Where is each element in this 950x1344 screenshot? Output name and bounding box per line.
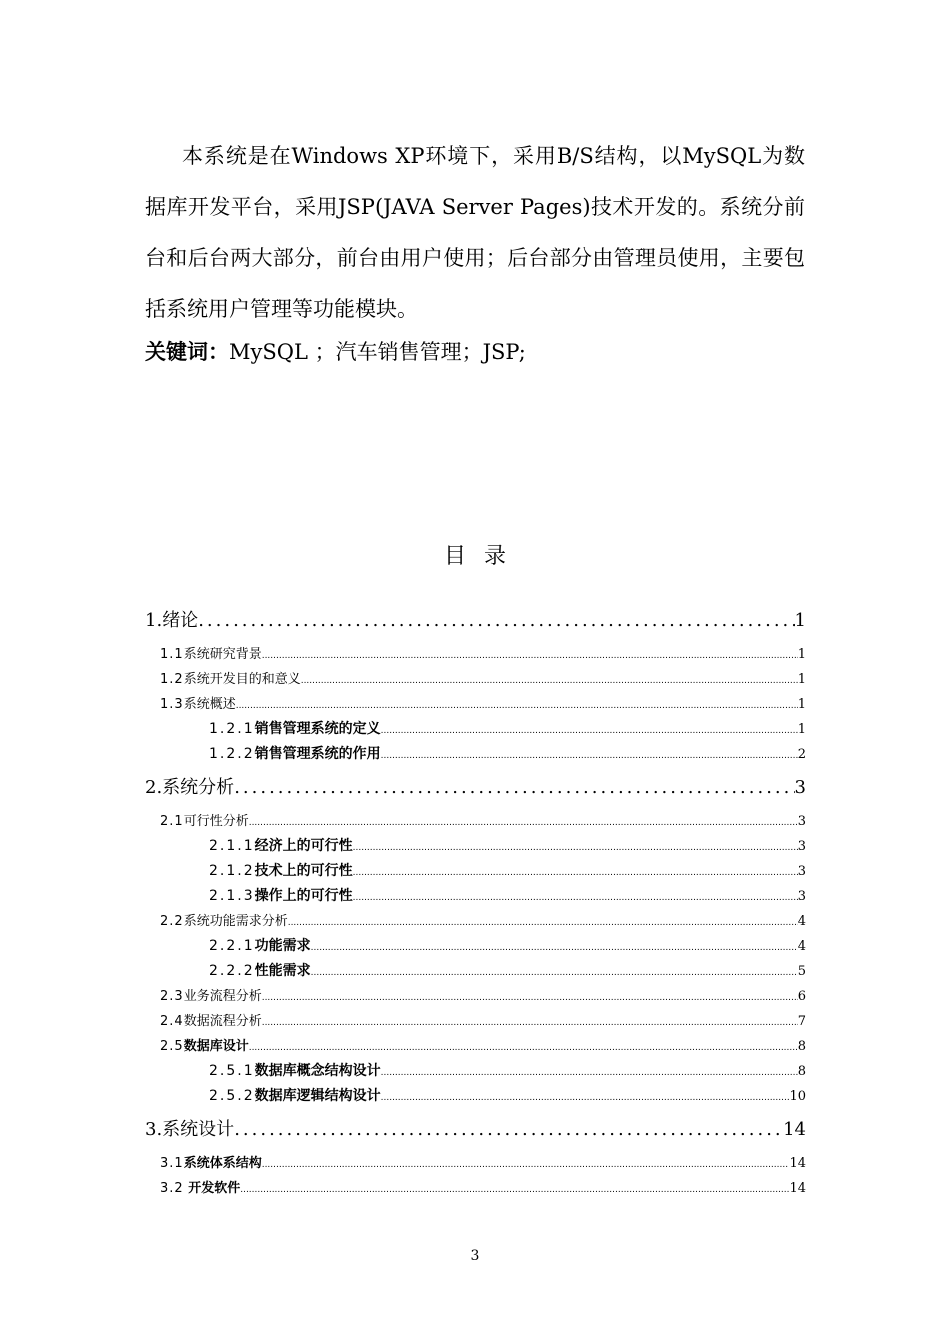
dot-leader bbox=[381, 719, 798, 742]
toc-page-number: 2 bbox=[797, 747, 806, 762]
keywords-label: 关键词： bbox=[145, 340, 229, 364]
dot-leader bbox=[234, 1109, 783, 1151]
dot-leader bbox=[381, 1086, 790, 1109]
toc-entry-2-1-1[interactable]: 2.1.1经济上的可行性 ..... 3 bbox=[145, 834, 806, 859]
toc-page-number: 4 bbox=[797, 914, 806, 929]
dot-leader bbox=[301, 669, 798, 692]
footer-page-number: 3 bbox=[470, 1248, 480, 1264]
toc-page-number: 14 bbox=[789, 1181, 806, 1196]
dot-leader bbox=[311, 936, 798, 959]
toc-entry-3-1[interactable]: 3.1系统体系结构 ..... 14 bbox=[145, 1151, 806, 1176]
toc-title: 目录 bbox=[443, 544, 524, 569]
toc-entry-1-3[interactable]: 1.3系统概述 ..... 1 bbox=[145, 692, 806, 717]
dot-leader bbox=[262, 1153, 790, 1176]
toc-page-number: 7 bbox=[797, 1014, 806, 1029]
toc-entry-2-2[interactable]: 2.2系统功能需求分析 ..... 4 bbox=[145, 909, 806, 934]
dot-leader bbox=[262, 644, 798, 667]
toc-entry-2-2-1[interactable]: 2.2.1功能需求 ..... 4 bbox=[145, 934, 806, 959]
toc-entry-2-1-3[interactable]: 2.1.3操作上的可行性 ..... 3 bbox=[145, 884, 806, 909]
toc-page-number: 3 bbox=[794, 777, 806, 798]
toc-page-number: 14 bbox=[789, 1156, 806, 1171]
toc-page-number: 3 bbox=[797, 864, 806, 879]
toc-page-number: 5 bbox=[797, 964, 806, 979]
toc-page-number: 14 bbox=[783, 1119, 806, 1140]
dot-leader bbox=[353, 836, 798, 859]
toc-entry-2-1[interactable]: 2.1可行性分析 ..... 3 bbox=[145, 809, 806, 834]
toc-page-number: 8 bbox=[797, 1039, 806, 1054]
toc-page-number: 3 bbox=[797, 814, 806, 829]
toc-entry-2-4[interactable]: 2.4数据流程分析 ..... 7 bbox=[145, 1009, 806, 1034]
toc-entry-2-5-1[interactable]: 2.5.1数据库概念结构设计 ..... 8 bbox=[145, 1059, 806, 1084]
toc-page-number: 10 bbox=[789, 1089, 806, 1104]
dot-leader bbox=[249, 811, 798, 834]
toc-entry-2-2-2[interactable]: 2.2.2性能需求 ..... 5 bbox=[145, 959, 806, 984]
dot-leader bbox=[353, 886, 798, 909]
toc-page-number: 4 bbox=[797, 939, 806, 954]
toc-entry-3[interactable]: 3.系统设计 ..... 14 bbox=[145, 1109, 806, 1151]
toc-page-number: 1 bbox=[797, 697, 806, 712]
toc-entry-1-2-1[interactable]: 1.2.1销售管理系统的定义 ..... 1 bbox=[145, 717, 806, 742]
toc-entry-3-2[interactable]: 3.2 开发软件 ..... 14 bbox=[145, 1176, 806, 1201]
dot-leader bbox=[236, 694, 798, 717]
toc-page-number: 6 bbox=[797, 989, 806, 1004]
toc-entry-1-1[interactable]: 1.1系统研究背景 ..... 1 bbox=[145, 642, 806, 667]
toc-page-number: 3 bbox=[797, 889, 806, 904]
dot-leader bbox=[381, 744, 798, 767]
dot-leader bbox=[234, 767, 794, 809]
dot-leader bbox=[381, 1061, 798, 1084]
dot-leader bbox=[288, 911, 798, 934]
dot-leader bbox=[198, 600, 794, 642]
toc-entry-1-2[interactable]: 1.2系统开发目的和意义 ..... 1 bbox=[145, 667, 806, 692]
toc-entry-2-1-2[interactable]: 2.1.2技术上的可行性 ..... 3 bbox=[145, 859, 806, 884]
toc-page-number: 8 bbox=[797, 1064, 806, 1079]
toc-page-number: 1 bbox=[797, 672, 806, 687]
toc-entry-1[interactable]: 1.绪论 ..... 1 bbox=[145, 600, 806, 642]
toc-page-number: 1 bbox=[794, 610, 806, 631]
toc-entry-2-3[interactable]: 2.3业务流程分析 ..... 6 bbox=[145, 984, 806, 1009]
abstract-paragraph: 本系统是在Windows XP环境下，采用B/S结构，以MySQL为数据库开发平台，采用JSP(JAVA Server Pages)技术开发的。系统分前台和后台两大部分，前台由用户使用；后台部分由管理员使用，主要包括系统用户管理等功能模块。 bbox=[145, 144, 805, 321]
dot-leader bbox=[311, 961, 798, 984]
toc-page-number: 1 bbox=[797, 722, 806, 737]
dot-leader bbox=[353, 861, 798, 884]
dot-leader bbox=[240, 1178, 789, 1201]
dot-leader bbox=[249, 1036, 798, 1059]
keywords-line bbox=[145, 330, 805, 374]
toc-entry-1-2-2[interactable]: 1.2.2销售管理系统的作用 ..... 2 bbox=[145, 742, 806, 767]
toc-page-number: 1 bbox=[797, 647, 806, 662]
toc-entry-2-5[interactable]: 2.5数据库设计 ..... 8 bbox=[145, 1034, 806, 1059]
dot-leader bbox=[262, 986, 798, 1009]
toc-entry-2[interactable]: 2.系统分析 ..... 3 bbox=[145, 767, 806, 809]
keywords-value: MySQL ；汽车销售管理；JSP; bbox=[229, 340, 526, 364]
dot-leader bbox=[262, 1011, 798, 1034]
table-of-contents bbox=[145, 600, 806, 1201]
toc-entry-2-5-2[interactable]: 2.5.2数据库逻辑结构设计 ..... 10 bbox=[145, 1084, 806, 1109]
toc-page-number: 3 bbox=[797, 839, 806, 854]
